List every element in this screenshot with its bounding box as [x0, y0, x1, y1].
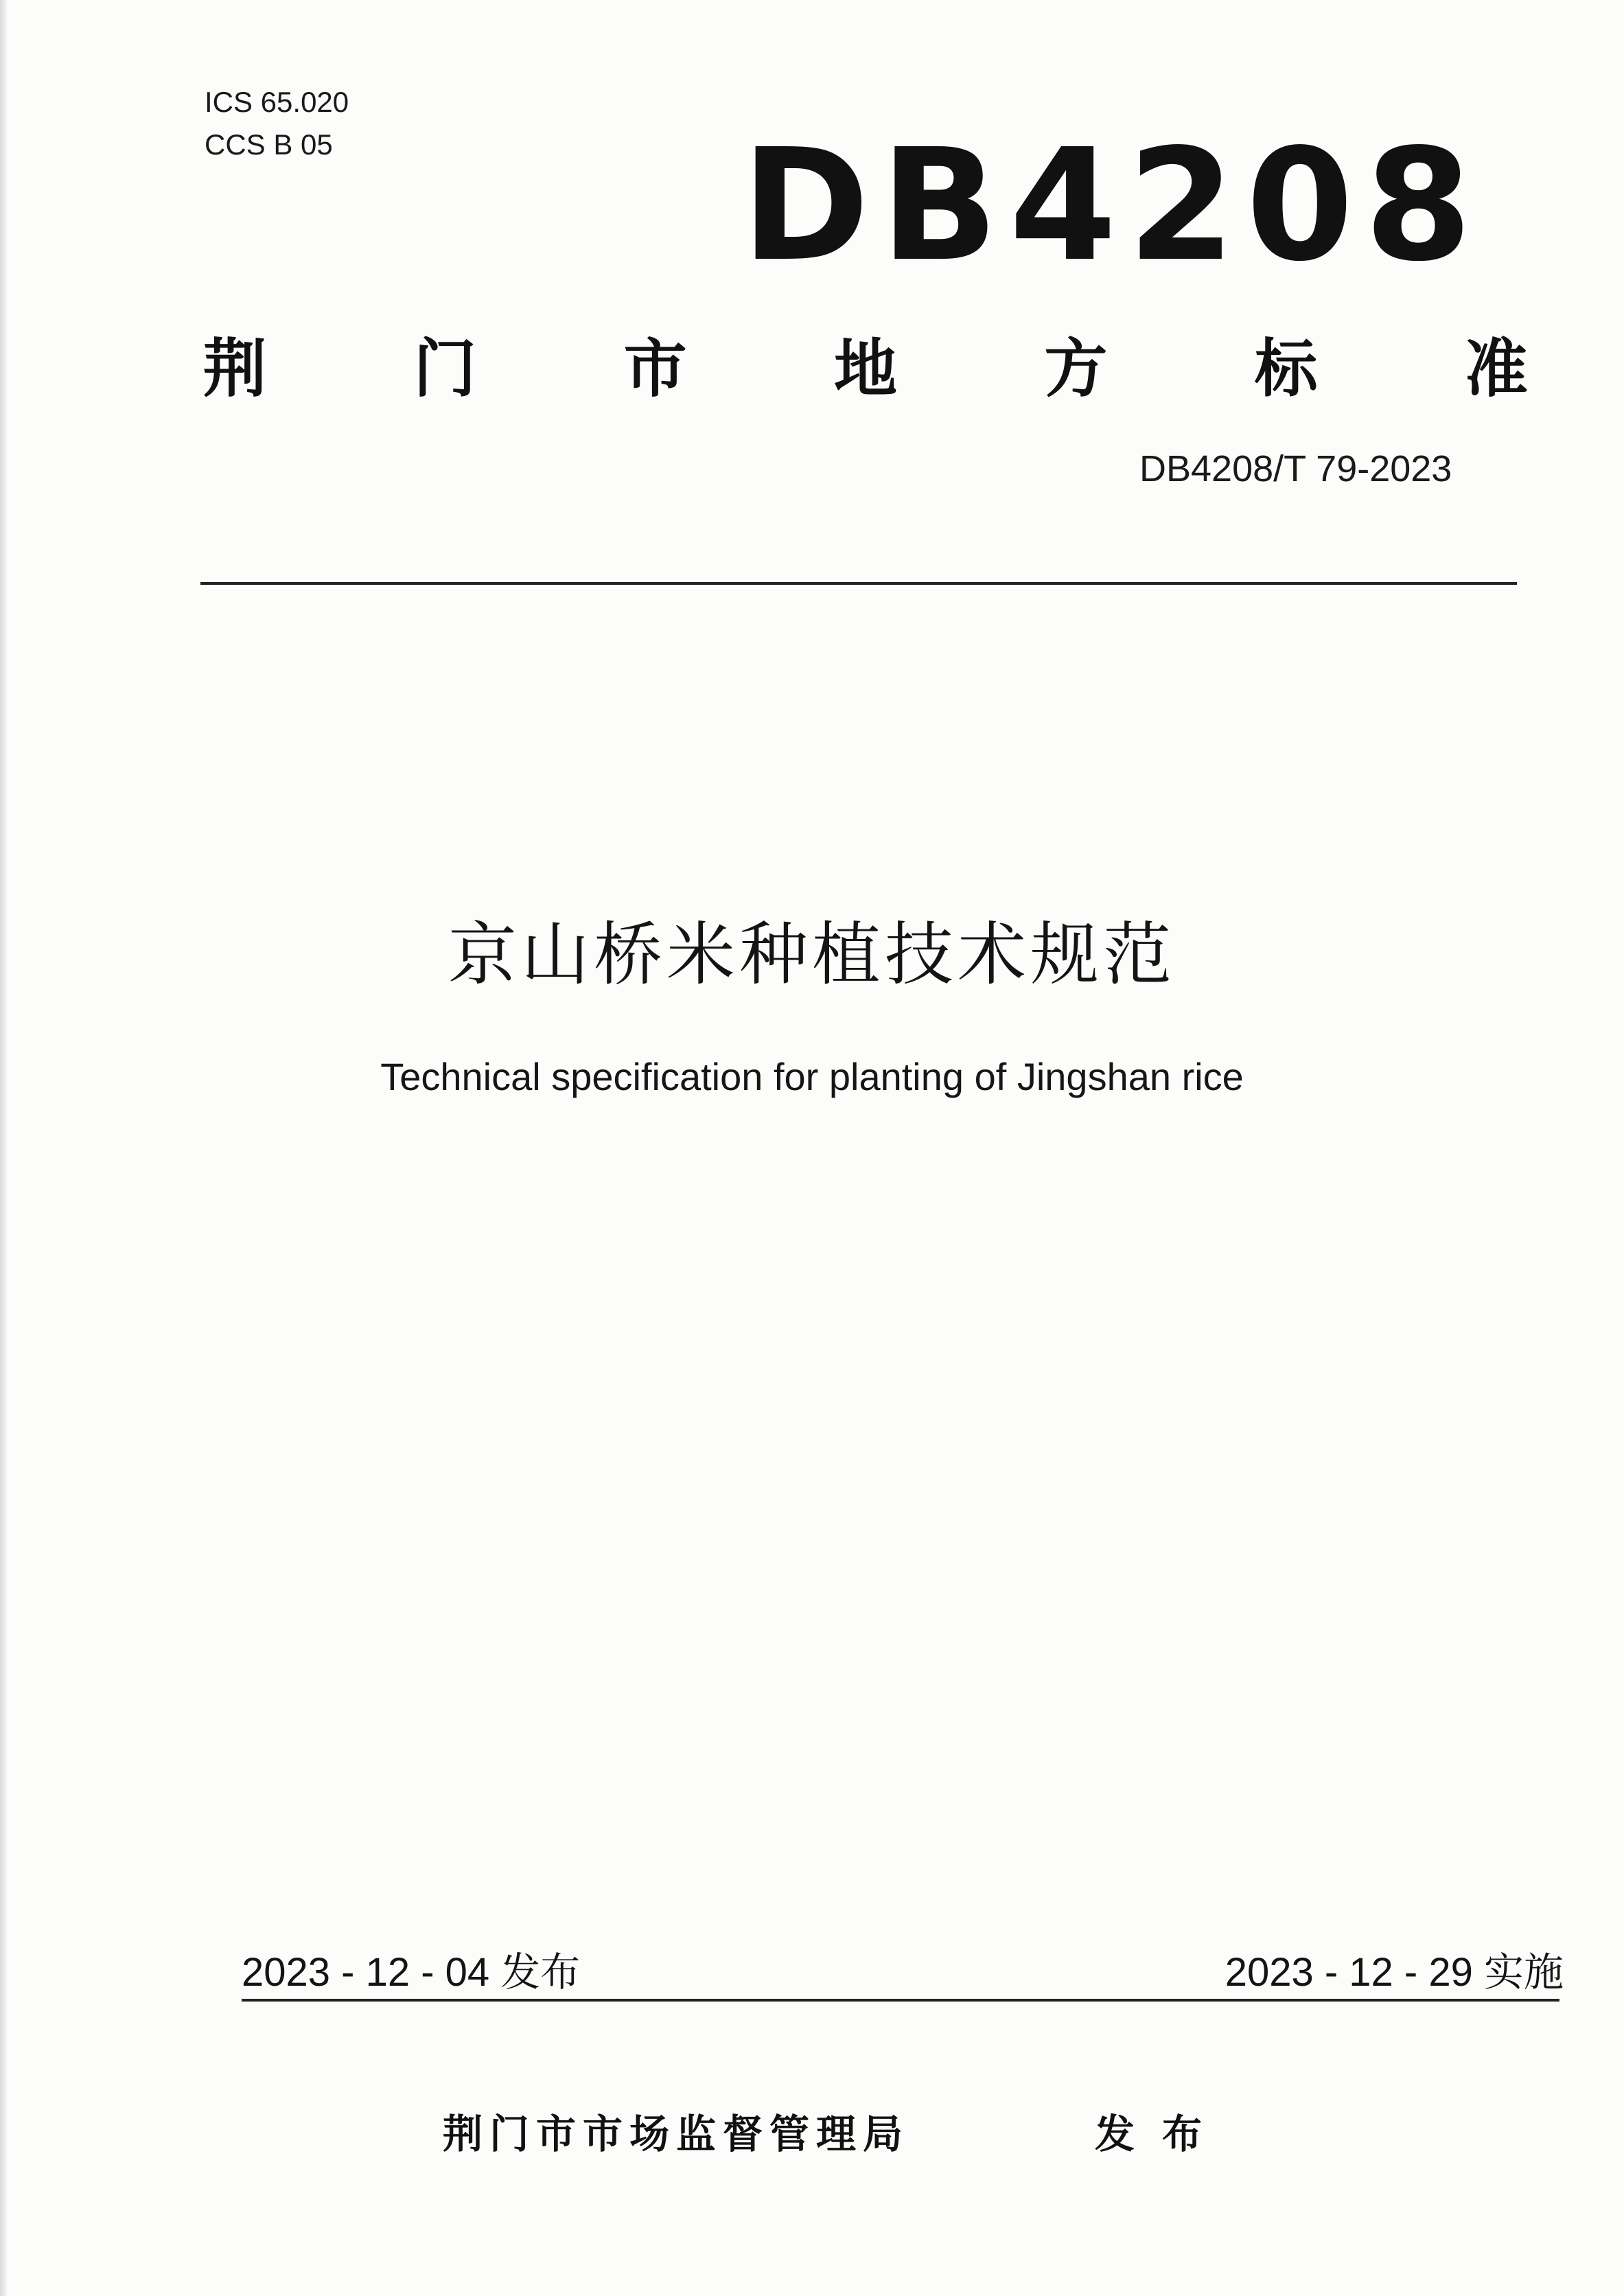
- standard-number: DB4208/T 79-2023: [1139, 448, 1452, 489]
- standard-code-large: DB4208: [741, 116, 1483, 296]
- footer-divider: [242, 1999, 1559, 2002]
- scan-edge: [0, 0, 7, 2296]
- title-english: Technical specification for planting of Jingshan rice: [380, 1055, 1244, 1098]
- standard-type-char: 标: [1254, 332, 1318, 406]
- issue-date: 2023 - 12 - 04 发布: [242, 1950, 581, 1995]
- header-divider: [200, 582, 1517, 585]
- standard-type-char: 荆: [203, 332, 267, 406]
- standard-type-char: 市: [623, 332, 687, 406]
- classification-codes: [205, 81, 349, 166]
- ics-code: ICS 65.020: [205, 86, 349, 118]
- implementation-date: 2023 - 12 - 29 实施: [1225, 1950, 1564, 1995]
- standard-type-char: 地: [833, 332, 897, 406]
- standard-type-heading: [203, 323, 1528, 405]
- standard-type-char: 准: [1464, 332, 1528, 406]
- standard-type-char: 门: [413, 332, 477, 406]
- standard-type-char: 方: [1044, 332, 1108, 406]
- ccs-code: CCS B 05: [205, 128, 333, 161]
- issuing-authority: 荆门市市场监督管理局: [443, 2111, 910, 2157]
- title-chinese: 京山桥米种植技术规范: [448, 914, 1176, 995]
- issue-label: 发布: [1095, 2111, 1230, 2157]
